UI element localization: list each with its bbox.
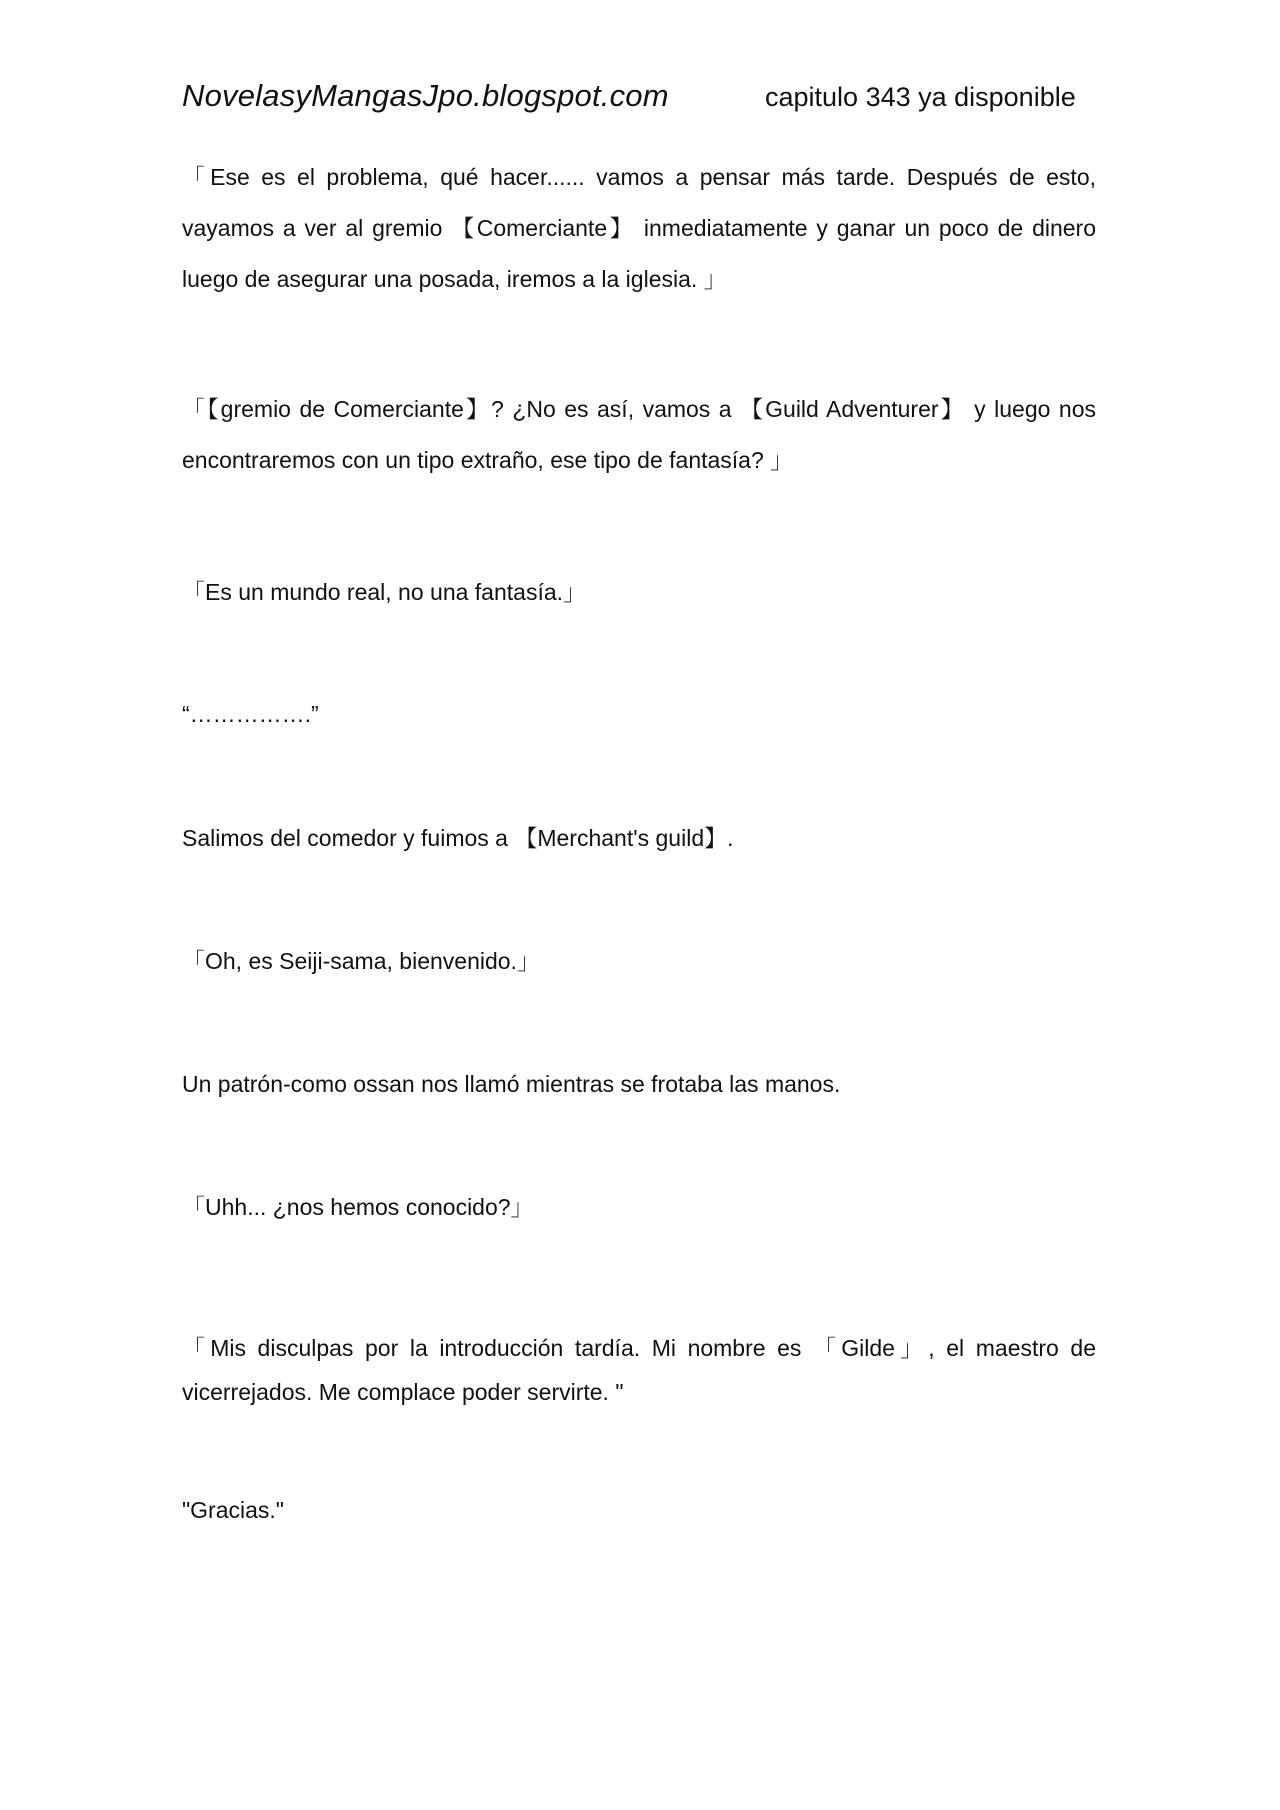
paragraph: "Gracias." bbox=[182, 1497, 284, 1523]
chapter-note: capitulo 343 ya disponible bbox=[765, 82, 1076, 112]
paragraph: 「Oh, es Seiji-sama, bienvenido.」 bbox=[182, 948, 540, 974]
paragraph: 「Es un mundo real, no una fantasía.」 bbox=[182, 579, 587, 605]
paragraph: “…………….” bbox=[182, 701, 319, 727]
paragraph: Un patrón-como ossan nos llamó mientras se frotaba las manos. bbox=[182, 1071, 841, 1097]
paragraph: 「Mis disculpas por la introducción tardía. Mi nombre es 「Gilde」, el maestro de vicerrejados. Me complace poder servirte. " bbox=[182, 1335, 1096, 1405]
paragraph: 「Ese es el problema, qué hacer...... vamos a pensar más tarde. Después de esto, vayamos a ver al gremio 【Comerciante】 inmediatamente y ganar un poco de dinero luego de asegurar una posada, iremos a la iglesia. 」 bbox=[182, 164, 1096, 292]
paragraph: 「Uhh... ¿nos hemos conocido?」 bbox=[182, 1194, 534, 1220]
paragraph: Salimos del comedor y fuimos a 【Merchant's guild】. bbox=[182, 825, 734, 851]
site-watermark: NovelasyMangasJpo.blogspot.com bbox=[182, 78, 669, 113]
paragraph: 「【gremio de Comerciante】? ¿No es así, vamos a 【Guild Adventurer】 y luego nos encontraremos con un tipo extraño, ese tipo de fantasía? 」 bbox=[182, 396, 1096, 473]
